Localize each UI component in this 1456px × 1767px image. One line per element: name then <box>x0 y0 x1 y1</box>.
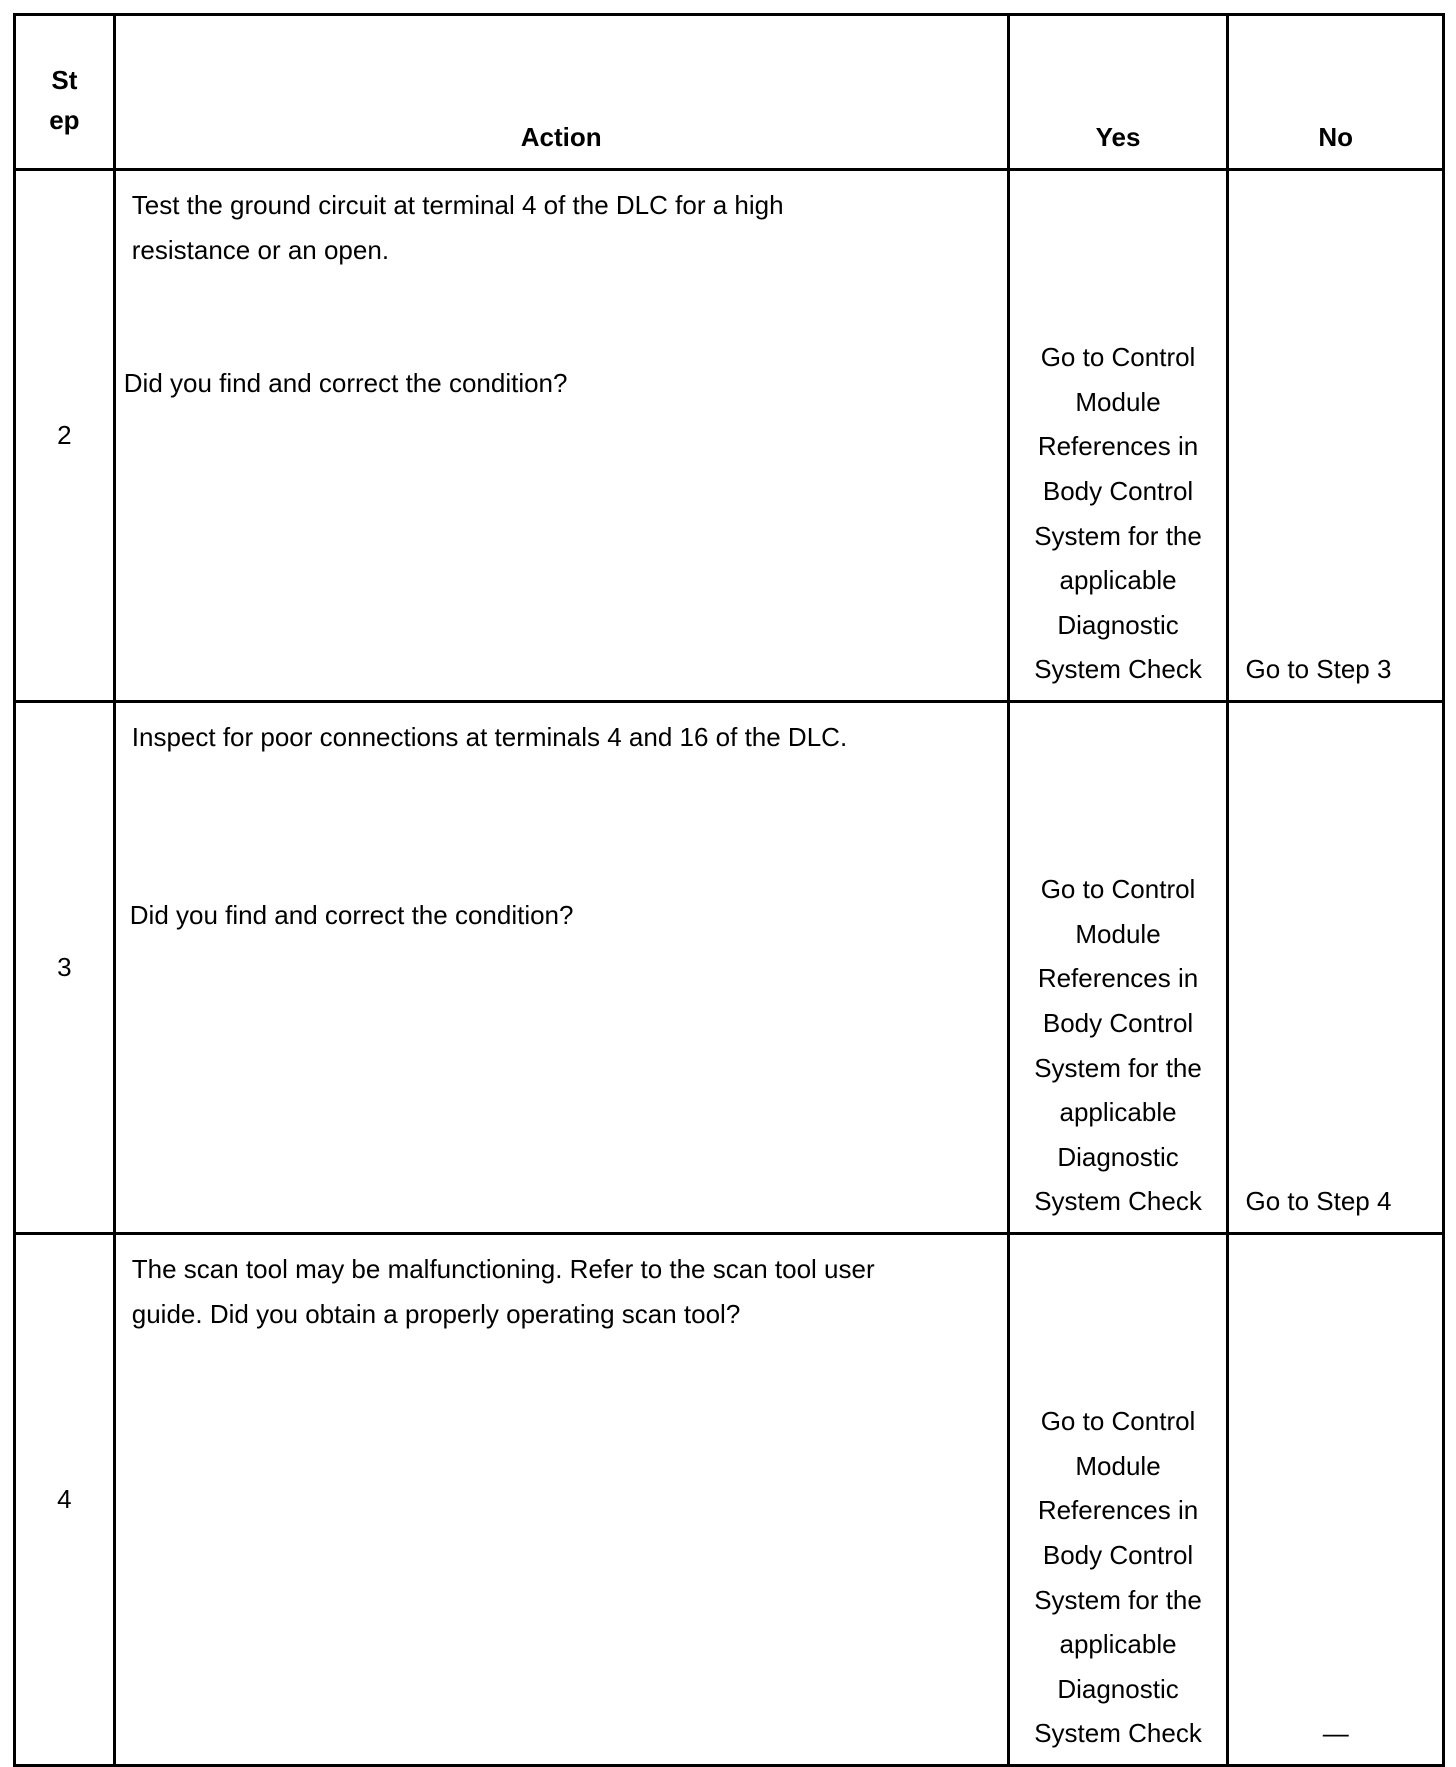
header-step <box>15 15 115 170</box>
action-text: Test the ground circuit at terminal 4 of the DLC for a high resistance or an open. <box>131 190 784 265</box>
action-text: The scan tool may be malfunctioning. Refer to the scan tool user guide. Did you obtain a properly operating scan tool? <box>131 1254 875 1329</box>
yes-text: Go to Control Module References in Body Control System for the applicable Diagnostic System Check <box>1034 874 1202 1217</box>
header-yes: Yes <box>1008 15 1228 170</box>
step-number: 3 <box>15 702 115 1234</box>
no-cell: — <box>1228 1234 1444 1766</box>
action-cell <box>114 170 1008 702</box>
step-number: 4 <box>15 1234 115 1766</box>
table-row <box>15 702 1444 1234</box>
yes-cell <box>1008 1234 1228 1766</box>
action-cell <box>114 702 1008 1234</box>
yes-text: Go to Control Module References in Body Control System for the applicable Diagnostic System Check <box>1034 1406 1202 1749</box>
action-text: Inspect for poor connections at terminals 4 and 16 of the DLC. <box>131 722 848 752</box>
header-row <box>15 15 1444 170</box>
question-text: Did you find and correct the condition? <box>123 368 568 398</box>
yes-text: Go to Control Module References in Body Control System for the applicable Diagnostic System Check <box>1034 342 1202 685</box>
action-cell <box>114 1234 1008 1766</box>
diagnostic-table <box>13 13 1445 1767</box>
header-action: Action <box>114 15 1008 170</box>
no-cell: Go to Step 3 <box>1228 170 1444 702</box>
question-text: Did you find and correct the condition? <box>129 900 574 930</box>
header-step-line2: ep <box>49 105 80 135</box>
step-number: 2 <box>15 170 115 702</box>
table-row <box>15 170 1444 702</box>
header-no: No <box>1228 15 1444 170</box>
yes-cell <box>1008 702 1228 1234</box>
table-row <box>15 1234 1444 1766</box>
header-step-line1: St <box>51 65 78 95</box>
yes-cell <box>1008 170 1228 702</box>
no-cell: Go to Step 4 <box>1228 702 1444 1234</box>
